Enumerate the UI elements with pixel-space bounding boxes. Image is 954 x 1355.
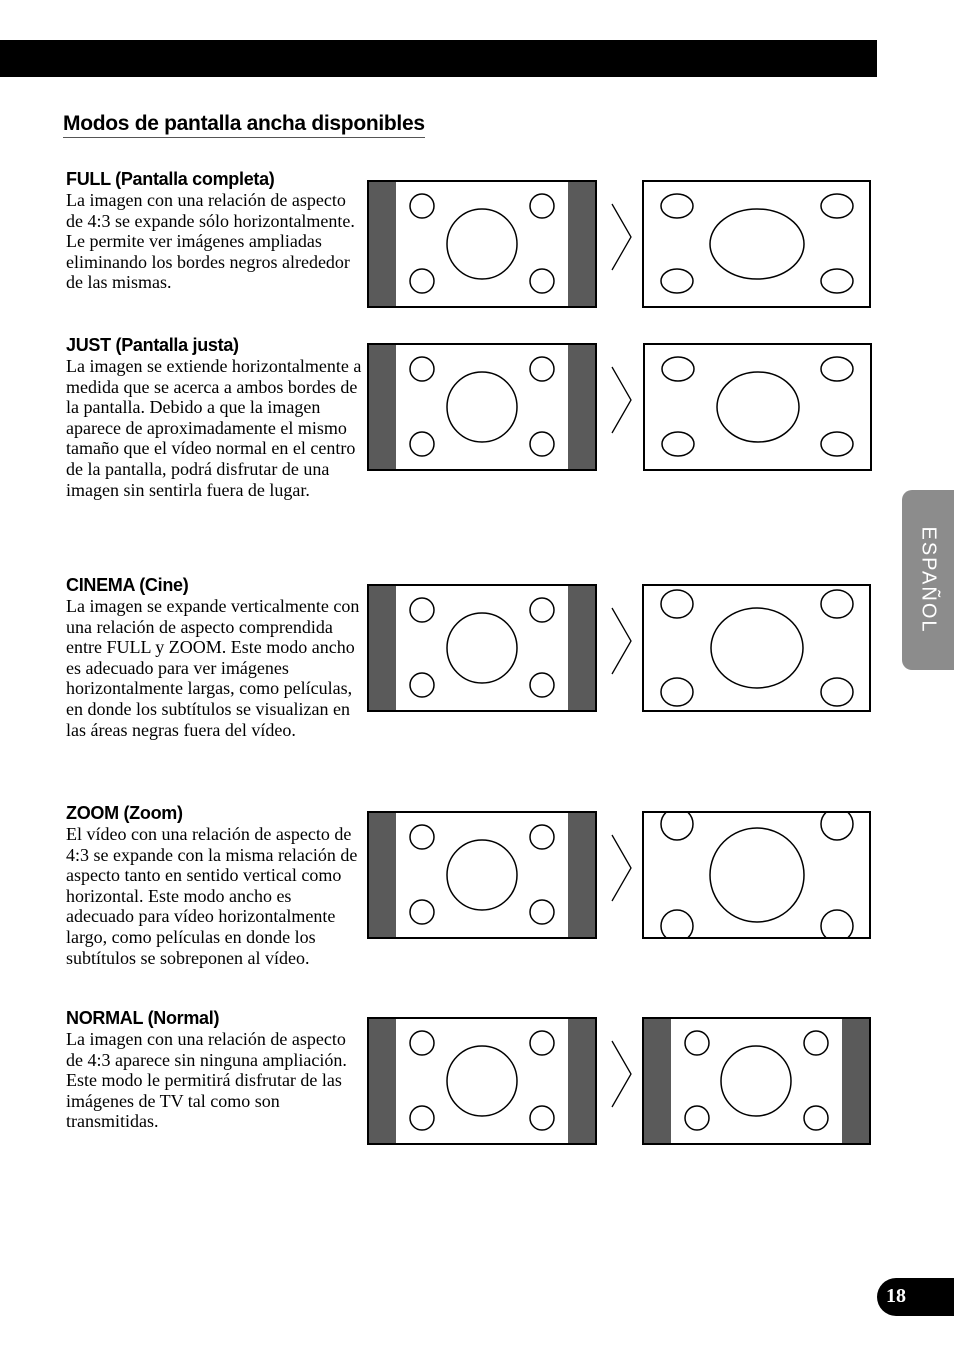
source-screen-4x3: [368, 344, 596, 470]
mode-normal-text: La imagen con una relación de aspecto de 4:3 aparece sin ninguna ampliación. Este modo le permitirá disfrutar de las imágenes de TV tal como son transmitidas.: [66, 1029, 347, 1132]
zoom-diagram: [366, 810, 874, 941]
normal-diagram: [366, 1016, 874, 1147]
mode-zoom: [66, 802, 362, 968]
arrow-icon: [612, 204, 631, 270]
page-number-tab: [877, 1278, 954, 1316]
source-screen-4x3: [368, 585, 596, 711]
just-diagram: [366, 342, 874, 473]
mode-full-title: FULL (Pantalla completa): [66, 169, 275, 189]
mode-normal: [66, 1007, 362, 1132]
full-diagram: [366, 179, 874, 310]
arrow-icon: [612, 367, 631, 433]
mode-just-title: JUST (Pantalla justa): [66, 335, 239, 355]
mode-full-text: La imagen con una relación de aspecto de 4:3 se expande sólo horizontalmente. Le permite ver imágenes ampliadas eliminando los bordes negros alrededor de las mismas.: [66, 190, 355, 293]
result-screen-just: [644, 344, 871, 470]
header-bar: [0, 40, 877, 77]
mode-zoom-text: El vídeo con una relación de aspecto de 4:3 se expande con la misma relación de aspecto tanto en sentido vertical como horizontal. Este modo ancho es adecuado para vídeo horizontalmente largo, como películas en donde los subtítulos se sobreponen al vídeo.: [66, 824, 358, 968]
result-screen-full: [643, 181, 870, 307]
mode-zoom-title: ZOOM (Zoom): [66, 803, 183, 823]
language-tab: [902, 490, 954, 670]
language-tab-label: ESPAÑOL: [917, 526, 940, 634]
source-screen-4x3: [368, 181, 596, 307]
mode-cinema-title: CINEMA (Cine): [66, 575, 189, 595]
source-screen-4x3: [368, 812, 596, 938]
mode-cinema-text: La imagen se expande verticalmente con una relación de aspecto comprendida entre FULL y ZOOM. Este modo ancho es adecuado para ver imágenes horizontalmente largas, como películas, en donde los subtítulos se visualizan en las áreas negras fuera del vídeo.: [66, 596, 360, 740]
mode-just: [66, 334, 362, 500]
source-screen-4x3: [368, 1018, 596, 1144]
result-screen-normal: [643, 1018, 870, 1144]
arrow-icon: [612, 608, 631, 674]
result-screen-cinema: [643, 585, 870, 711]
cinema-diagram: [366, 583, 874, 714]
mode-just-text: La imagen se extiende horizontalmente a medida que se acerca a ambos bordes de la pantalla. Debido a que la imagen aparece de aproximadamente el mismo tamaño que el vídeo normal en el centro de la pantalla, podrá disfrutar de una imagen sin sentirla fuera de lugar.: [66, 356, 362, 500]
result-screen-zoom: [643, 810, 870, 941]
arrow-icon: [612, 835, 631, 901]
page-number: 18: [886, 1285, 906, 1307]
mode-cinema: [66, 574, 362, 740]
section-title: Modos de pantalla ancha disponibles: [63, 112, 425, 138]
mode-full: [66, 168, 362, 293]
mode-normal-title: NORMAL (Normal): [66, 1008, 220, 1028]
arrow-icon: [612, 1041, 631, 1107]
